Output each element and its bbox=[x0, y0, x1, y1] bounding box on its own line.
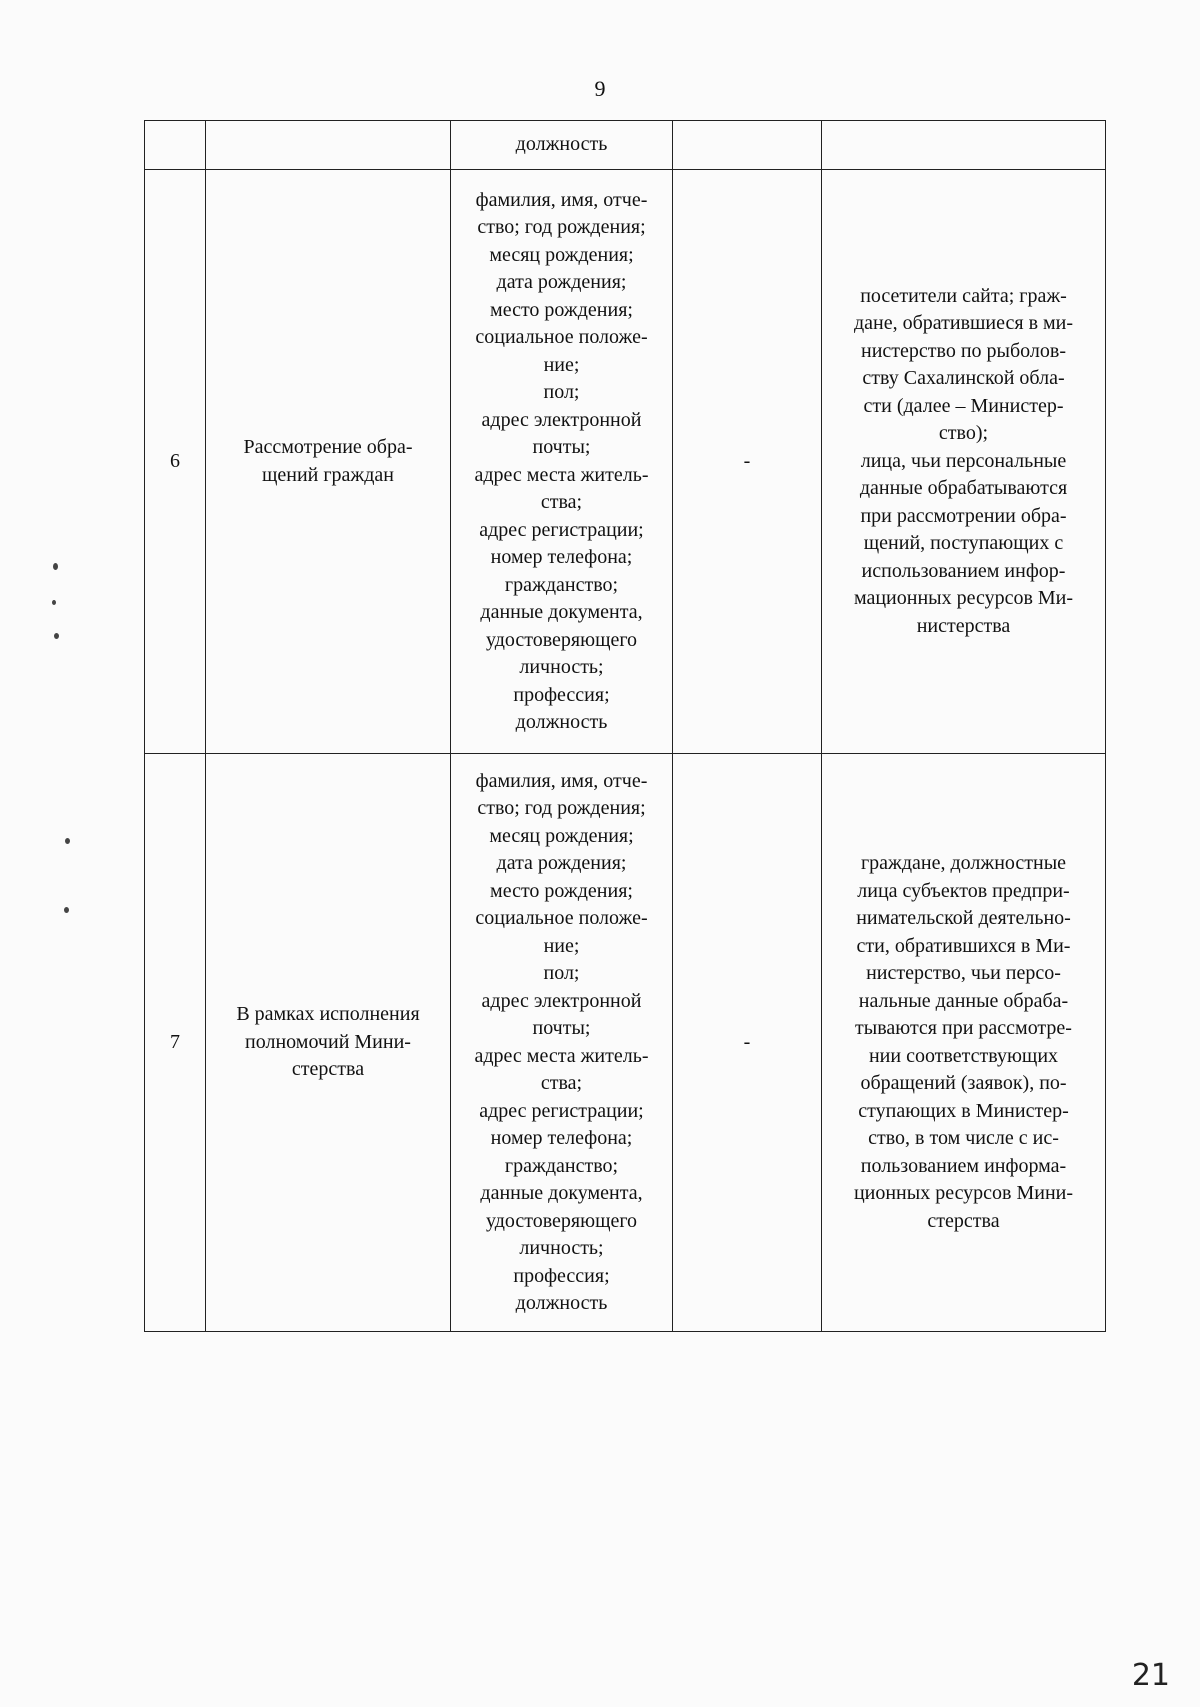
cell-line: удостоверяющего bbox=[485, 1209, 638, 1232]
cell-line: место рождения; bbox=[490, 879, 633, 902]
cell-special bbox=[673, 121, 822, 170]
cell-purpose bbox=[206, 754, 451, 1332]
cell-line: почты; bbox=[532, 1017, 591, 1039]
cell-line: данные документа, bbox=[480, 601, 643, 623]
cell-line: личность; bbox=[519, 1237, 604, 1259]
cell-line: полномочий Мини- bbox=[245, 1030, 411, 1053]
cell-line: обращений (заявок), по- bbox=[860, 1072, 1067, 1094]
cell-line: адрес регистрации; bbox=[479, 518, 644, 541]
cell-line: ству Сахалинской обла- bbox=[862, 367, 1065, 390]
cell-line: граждане, должностные bbox=[860, 852, 1067, 874]
cell-line: ства; bbox=[540, 1072, 583, 1094]
cell-line: номер телефона; bbox=[490, 546, 633, 568]
cell-line: адрес места житель- bbox=[474, 1044, 649, 1067]
cell-line: место рождения; bbox=[490, 298, 633, 321]
cell-line: фамилия, имя, отче- bbox=[475, 769, 648, 792]
cell-line: социальное положе- bbox=[475, 326, 648, 348]
cell-line: нимательской деятельно- bbox=[856, 907, 1071, 929]
page-number: 9 bbox=[594, 76, 606, 101]
scan-speck bbox=[54, 633, 59, 639]
cell-line: ние; bbox=[543, 353, 580, 376]
cell-line: Рассмотрение обра- bbox=[243, 436, 413, 458]
scan-speck bbox=[65, 838, 70, 844]
cell-data: должность bbox=[451, 121, 673, 170]
scan-speck bbox=[52, 600, 56, 605]
cell-line: ство; год рождения; bbox=[477, 797, 646, 819]
cell-line: пол; bbox=[543, 962, 580, 984]
cell-purpose bbox=[206, 170, 451, 754]
cell-line: нистерство по рыболов- bbox=[861, 339, 1066, 362]
cell-special: - bbox=[673, 754, 822, 1332]
table-row bbox=[145, 754, 1106, 1332]
cell-line: нистерства bbox=[916, 614, 1011, 637]
cell-line: дата рождения; bbox=[496, 852, 627, 874]
cell-line: дата рождения; bbox=[496, 271, 627, 293]
cell-line: пол; bbox=[543, 381, 580, 403]
cell-line: при рассмотрении обра- bbox=[860, 504, 1067, 527]
cell-line: данные документа, bbox=[480, 1182, 643, 1204]
cell-line: дане, обратившиеся в ми- bbox=[853, 312, 1074, 335]
cell-line: ство, в том числе с ис- bbox=[868, 1127, 1059, 1149]
cell-line: данные обрабатываются bbox=[859, 477, 1068, 500]
cell-line: щений граждан bbox=[261, 463, 395, 486]
table-row bbox=[145, 170, 1106, 754]
cell-line: стерства bbox=[291, 1058, 365, 1081]
cell-line: использованием инфор- bbox=[861, 559, 1066, 582]
cell-line: профессия; bbox=[513, 683, 610, 706]
cell-line: номер телефона; bbox=[490, 1127, 633, 1149]
cell-line: стерства bbox=[927, 1209, 1000, 1232]
cell-line: лица субъектов предпри- bbox=[857, 879, 1070, 902]
cell-line: месяц рождения; bbox=[489, 824, 634, 847]
cell-line: ство; год рождения; bbox=[477, 216, 646, 238]
cell-line: социальное положе- bbox=[475, 907, 648, 929]
cell-line: сти (далее – Министер- bbox=[863, 394, 1064, 417]
cell-line: ционных ресурсов Мини- bbox=[853, 1182, 1074, 1204]
cell-number: 7 bbox=[145, 754, 206, 1332]
cell-line: тываются при рассмотре- bbox=[855, 1017, 1072, 1039]
scan-speck bbox=[64, 907, 69, 913]
cell-line: месяц рождения; bbox=[489, 243, 634, 266]
cell-line: пользованием информа- bbox=[860, 1154, 1067, 1177]
cell-line: нальные данные обраба- bbox=[858, 989, 1069, 1012]
cell-line: адрес регистрации; bbox=[479, 1099, 644, 1122]
cell-data bbox=[451, 754, 673, 1332]
cell-data bbox=[451, 170, 673, 754]
cell-line: лица, чьи персональные bbox=[860, 449, 1067, 472]
cell-line: удостоверяющего bbox=[485, 628, 638, 651]
cell-line: нистерство, чьи персо- bbox=[866, 962, 1061, 984]
cell-line: сти, обратившихся в Ми- bbox=[856, 934, 1071, 957]
cell-subjects bbox=[822, 170, 1106, 754]
cell-number: 6 bbox=[145, 170, 206, 754]
cell-subjects bbox=[822, 754, 1106, 1332]
cell-line: ние; bbox=[543, 934, 580, 957]
data-table bbox=[144, 120, 1106, 1332]
handwritten-page-mark: 21 bbox=[1131, 1658, 1170, 1693]
cell-line: ства; bbox=[540, 491, 583, 513]
cell-line: почты; bbox=[532, 436, 591, 458]
cell-line: личность; bbox=[519, 656, 604, 678]
cell-line: должность bbox=[515, 711, 608, 733]
cell-line: адрес места житель- bbox=[474, 463, 649, 486]
cell-line: должность bbox=[515, 1292, 608, 1314]
cell-line: адрес электронной bbox=[481, 989, 642, 1012]
cell-line: посетители сайта; граж- bbox=[860, 284, 1067, 307]
scan-speck bbox=[53, 563, 58, 570]
cell-line: гражданство; bbox=[504, 573, 619, 596]
cell-line: щений, поступающих с bbox=[863, 532, 1064, 555]
cell-line: профессия; bbox=[513, 1264, 610, 1287]
cell-subjects bbox=[822, 121, 1106, 170]
cell-number bbox=[145, 121, 206, 170]
cell-line: гражданство; bbox=[504, 1154, 619, 1177]
cell-purpose bbox=[206, 121, 451, 170]
cell-line: адрес электронной bbox=[481, 408, 642, 431]
cell-line: ступающих в Министер- bbox=[858, 1099, 1069, 1122]
cell-special: - bbox=[673, 170, 822, 754]
cell-line: В рамках исполнения bbox=[236, 1003, 420, 1026]
table-row-continued bbox=[145, 121, 1106, 170]
cell-line: ство); bbox=[938, 422, 989, 445]
cell-line: фамилия, имя, отче- bbox=[475, 188, 648, 211]
cell-line: мационных ресурсов Ми- bbox=[853, 587, 1074, 610]
cell-line: нии соответствующих bbox=[868, 1044, 1059, 1067]
